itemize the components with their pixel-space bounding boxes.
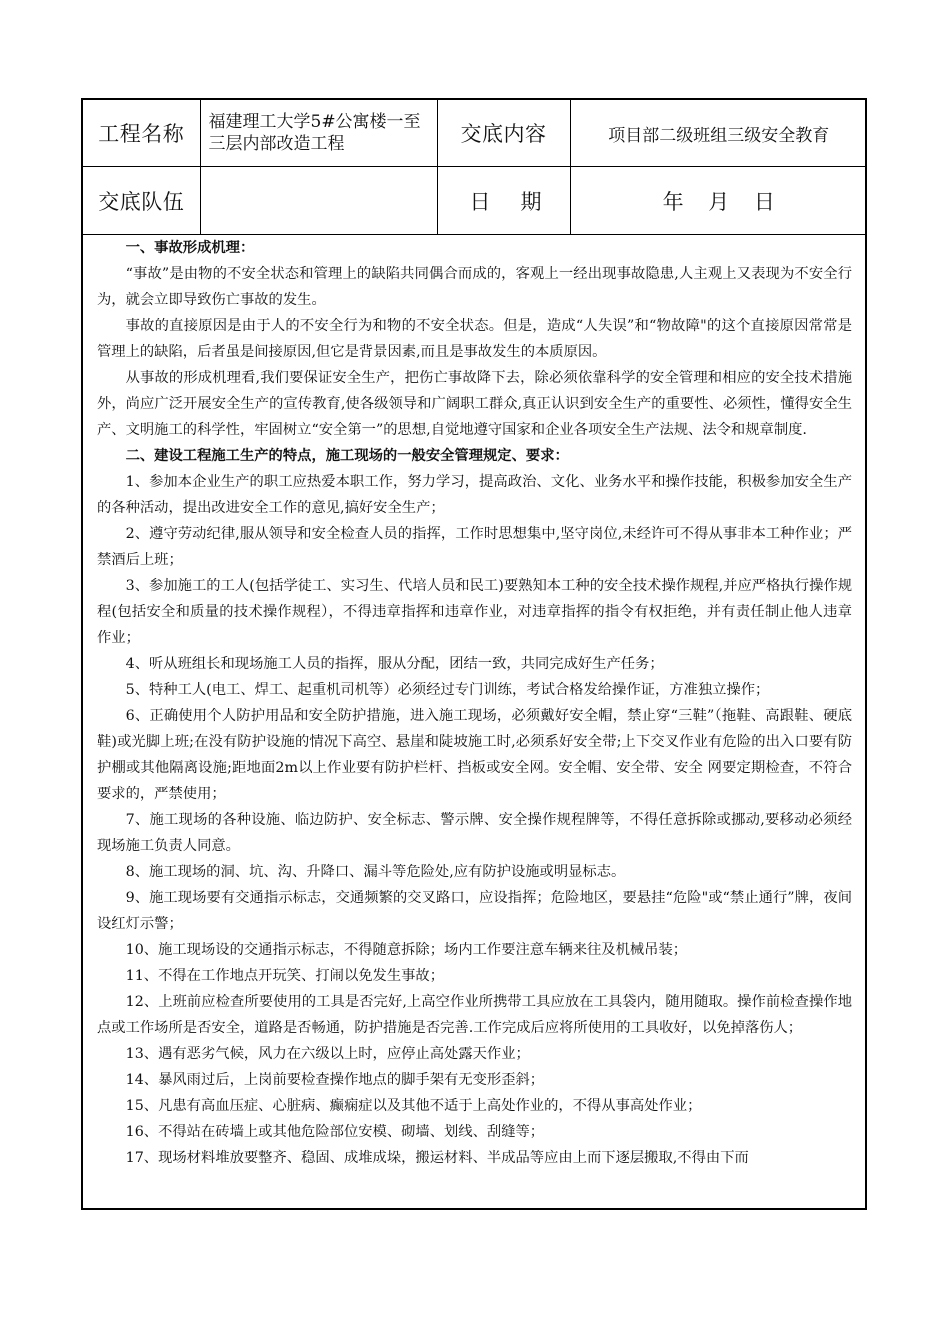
- body-paragraph: “事故”是由物的不安全状态和管理上的缺陷共同偶合而成的，客观上一经出现事故隐患,人主观上又表现为不安全行为，就会立即导致伤亡事故的发生。: [97, 266, 852, 308]
- briefing-content-value: 项目部二级班组三级安全教育: [570, 100, 867, 167]
- body-paragraph: 7、施工现场的各种设施、临边防护、安全标志、警示牌、安全操作规程牌等，不得任意拆除或挪动,要移动必须经现场施工负责人同意。: [97, 812, 852, 854]
- body-paragraph: 8、施工现场的洞、坑、沟、升降口、漏斗等危险处,应有防护设施或明显标志。: [125, 864, 626, 880]
- body-paragraph: 6、正确使用个人防护用品和安全防护措施，进入施工现场，必须戴好安全帽，禁止穿“三鞋”（拖鞋、高跟鞋、硬底鞋)或光脚上班;在没有防护设施的情况下高空、悬崖和陡坡施工时,必须系好安全带;上下交叉作业有危险的出入口要有防护棚或其他隔离设施;距地面2m以上作业要有防护栏杆、挡板或安全网。安全帽、安全带、安全 网要定期检查，不符合要求的，严禁使用；: [97, 708, 852, 802]
- body-paragraph: 3、参加施工的工人(包括学徒工、实习生、代培人员和民工)要熟知本工种的安全技术操作规程,并应严格执行操作规程(包括安全和质量的技术操作规程），不得违章指挥和违章作业，对违章指挥的指令有权拒绝，并有责任制止他人违章作业；: [97, 578, 852, 646]
- body-paragraph: 5、特种工人(电工、焊工、起重机司机等）必须经过专门训练，考试合格发给操作证，方准独立操作；: [125, 682, 770, 698]
- body-paragraph: 事故的直接原因是由于人的不安全行为和物的不安全状态。但是，造成“人失误”和“物故障"的这个直接原因常常是管理上的缺陷，后者虽是间接原因,但它是背景因素,而且是事故发生的本质原因。: [97, 318, 852, 360]
- date-value: 年 月 日: [570, 167, 867, 235]
- section-heading: 一、事故形成机理：: [125, 240, 255, 256]
- date-label-char-2: 期: [520, 189, 542, 214]
- body-paragraph: 1、参加本企业生产的职工应热爱本职工作，努力学习，提高政治、文化、业务水平和操作技能，积极参加安全生产的各种活动，提出改进安全工作的意见,搞好安全生产；: [97, 474, 852, 516]
- date-label: [437, 167, 570, 235]
- body-paragraph: 16、不得站在砖墙上或其他危险部位安模、砌墙、划线、刮缝等；: [125, 1124, 545, 1140]
- date-label-char-1: 日: [469, 189, 491, 214]
- body-paragraph: 从事故的形成机理看,我们要保证安全生产，把伤亡事故降下去，除必须依靠科学的安全管理和相应的安全技术措施外，尚应广泛开展安全生产的宣传教育,使各级领导和广阔职工群众,真正认识到安全生产的重要性、必须性，懂得安全生产、文明施工的科学性，牢固树立“安全第一”的思想,自觉地遵守国家和企业各项安全生产法规、法令和规章制度.: [97, 370, 852, 438]
- body-paragraph: 11、不得在工作地点开玩笑、打闹以免发生事故；: [125, 968, 445, 984]
- body-paragraph: 12、上班前应检查所要使用的工具是否完好,上高空作业所携带工具应放在工具袋内，随用随取。操作前检查操作地点或工作场所是否安全，道路是否畅通，防护措施是否完善.工作完成后应将所使用的工具收好，以免掉落伤人；: [97, 994, 852, 1036]
- section-heading: 二、建设工程施工生产的特点，施工现场的一般安全管理规定、要求：: [125, 448, 569, 464]
- body-paragraph: 15、凡患有高血压症、心脏病、癫痫症以及其他不适于上高处作业的，不得从事高处作业；: [125, 1098, 702, 1114]
- body-paragraph: 4、听从班组长和现场施工人员的指挥，服从分配，团结一致，共同完成好生产任务；: [125, 656, 664, 672]
- briefing-content-label: 交底内容: [437, 100, 570, 167]
- project-name-value: 福建理工大学5#公寓楼一至三层内部改造工程: [200, 100, 437, 167]
- project-name-label: 工程名称: [83, 100, 200, 167]
- body-paragraph: 9、施工现场要有交通指示标志，交通频繁的交叉路口，应设指挥；危险地区，要悬挂“危险"或“禁止通行”牌，夜间设红灯示警；: [97, 890, 852, 932]
- body-paragraph: 17、现场材料堆放要整齐、稳固、成堆成垛，搬运材料、半成品等应由上而下逐层搬取,不得由下而: [125, 1150, 749, 1166]
- briefing-body: [83, 235, 865, 1171]
- body-paragraph: 10、施工现场设的交通指示标志，不得随意拆除；场内工作要注意车辆来往及机械吊装；: [125, 942, 688, 958]
- body-paragraph: 13、遇有恶劣气候，风力在六级以上时，应停止高处露天作业；: [125, 1046, 530, 1062]
- body-paragraph: 2、遵守劳动纪律,服从领导和安全检查人员的指挥，工作时思想集中,坚守岗位,未经许可不得从事非本工种作业；严禁酒后上班；: [97, 526, 852, 568]
- briefing-team-value: [200, 167, 437, 235]
- safety-briefing-document: [81, 98, 867, 1210]
- header-table: [83, 100, 867, 235]
- body-paragraph: 14、暴风雨过后，上岗前要检查操作地点的脚手架有无变形歪斜；: [125, 1072, 545, 1088]
- briefing-team-label: 交底队伍: [83, 167, 200, 235]
